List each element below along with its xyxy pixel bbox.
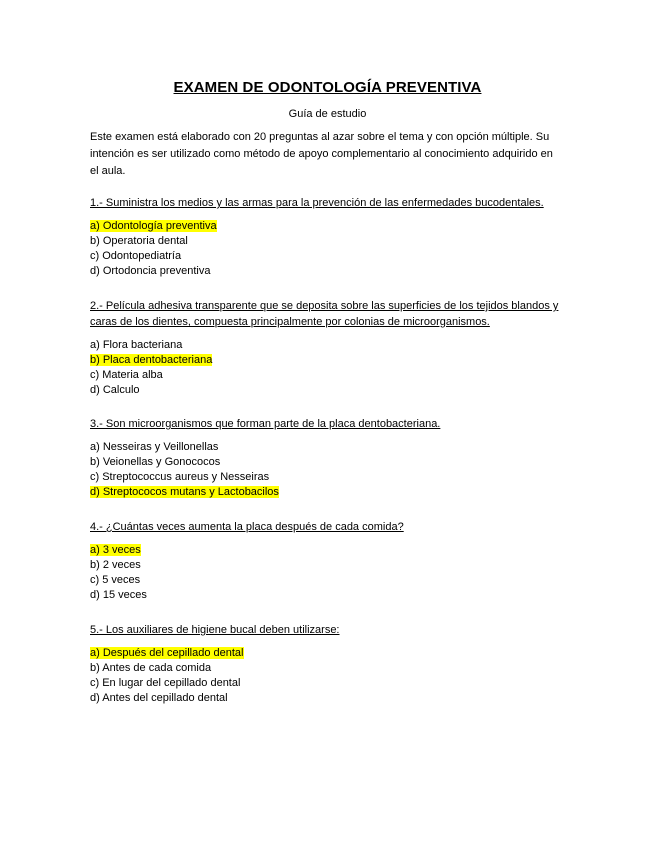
document-title: EXAMEN DE ODONTOLOGÍA PREVENTIVA	[173, 79, 482, 96]
question-text: 2.- Película adhesiva transparente que se deposita sobre las superficies de los tejidos blandos y caras de los dientes, compuesta principalmente por colonias de microorganismos.	[90, 300, 559, 328]
option-b: b) Operatoria dental	[90, 235, 188, 247]
question-4	[90, 520, 570, 603]
question-3	[90, 417, 570, 500]
option-c: c) 5 veces	[90, 574, 141, 586]
question-1	[90, 196, 570, 279]
option-a: a) Nesseiras y Veillonellas	[90, 441, 219, 453]
option-b	[90, 353, 570, 368]
option-c: c) En lugar del cepillado dental	[90, 677, 241, 689]
option-d: d) 15 veces	[90, 589, 147, 601]
option-b: b) Veionellas y Gonococos	[90, 456, 221, 468]
option-d: d) Calculo	[90, 384, 140, 396]
question-text: 5.- Los auxiliares de higiene bucal deben utilizarse:	[90, 624, 340, 636]
question-2	[90, 298, 570, 398]
option-a	[90, 219, 570, 234]
option-b: b) 2 veces	[90, 559, 141, 571]
question-text: 3.- Son microorganismos que forman parte de la placa dentobacteriana.	[90, 418, 441, 430]
option-c: c) Odontopediatría	[90, 250, 182, 262]
option-d: d) Ortodoncia preventiva	[90, 265, 211, 277]
option-a	[90, 543, 570, 558]
correct-answer-highlight: a) 3 veces	[90, 544, 141, 556]
question-text: 1.- Suministra los medios y las armas para la prevención de las enfermedades bucodentales.	[90, 197, 544, 209]
question-text: 4.- ¿Cuántas veces aumenta la placa después de cada comida?	[90, 521, 404, 533]
option-d: d) Antes del cepillado dental	[90, 692, 228, 704]
correct-answer-highlight: b) Placa dentobacteriana	[90, 354, 213, 366]
correct-answer-highlight: a) Odontología preventiva	[90, 220, 217, 232]
option-b: b) Antes de cada comida	[90, 662, 212, 674]
question-5	[90, 623, 570, 706]
intro-paragraph: Este examen está elaborado con 20 preguntas al azar sobre el tema y con opción múltiple. Su intención es ser utilizado como método de apoyo complementario al conocimiento adquirido en el aula.	[90, 131, 553, 177]
option-c: c) Materia alba	[90, 369, 163, 381]
document-subtitle: Guía de estudio	[288, 108, 367, 120]
option-d	[90, 485, 570, 500]
option-c: c) Streptococcus aureus y Nesseiras	[90, 471, 270, 483]
correct-answer-highlight: d) Streptococos mutans y Lactobacilos	[90, 486, 279, 498]
option-a: a) Flora bacteriana	[90, 339, 183, 351]
correct-answer-highlight: a) Después del cepillado dental	[90, 647, 244, 659]
option-a	[90, 646, 570, 661]
